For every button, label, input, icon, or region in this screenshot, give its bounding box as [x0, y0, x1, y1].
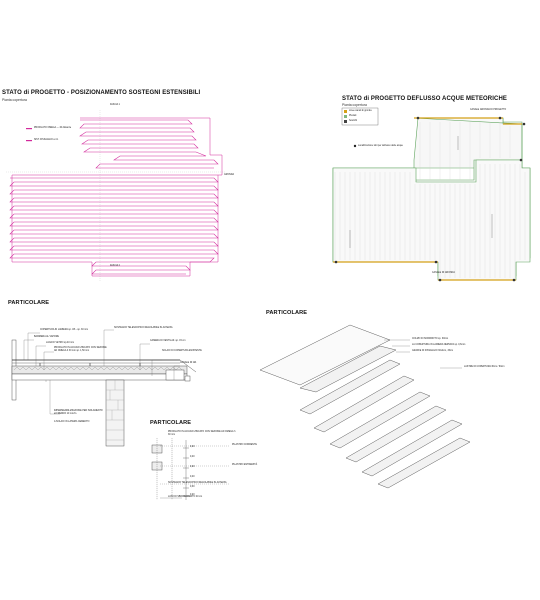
drainage-plan [333, 108, 530, 281]
supports-legend-omega: PROFILATO OMEGA — 40 distanze [34, 127, 72, 129]
supports-plan-subtitle: Pianta copertura [2, 98, 27, 102]
iso-note-2: GRAFFE DI FISSAGGIO 30x4cm, 33cm [412, 350, 454, 352]
drainage-note-gutter-project: CANALE GRONDA DI PROGETTO [470, 109, 507, 111]
drainage-note-gutter: CANALE DI GRONDA [432, 272, 455, 274]
section-note-1: BARRIERA AL VAPORE [34, 336, 59, 338]
section-note-0: COPERTURA IN LAMIERA sp. 4/6 - sp. 30 mm [40, 329, 89, 331]
supports-note-fascia1: FASCIA 1 [110, 104, 120, 106]
plan-note-3: SOSTEGNO TELESCOPICO REGOLABILE IN ALTEZZA [168, 482, 227, 484]
supports-note-gronda: GRONDA [224, 174, 235, 176]
section-note-4: SOSTEGNO TELESCOPICO REGOLABILE IN ALTEZZA [114, 327, 173, 329]
supports-legend-fixing: SIST. FISSAGGIO a ml. [34, 139, 59, 141]
roof-layers [12, 360, 187, 380]
drainage-plan-title: STATO di PROGETTO DEFLUSSO ACQUE METEORICHE [342, 96, 507, 102]
plan-dim-1: 0,40 [190, 456, 195, 458]
drainage-legend-drains: Scarichi [349, 120, 358, 122]
section-note-2: LANA DI VETRO sp.40 mm [46, 342, 75, 344]
section-detail-title: PARTICOLARE [8, 300, 50, 306]
plan-dim-2: 0,20 [190, 466, 195, 468]
section-note-9: A SOLAIO IN LATERO-CEMENTO [54, 421, 90, 423]
plan-note-2: PILASTRO ESTREMITÀ [232, 464, 258, 466]
plan-detail-title: PARTICOLARE [150, 420, 192, 426]
plan-leaders [160, 446, 230, 498]
drainage-legend-gutters: Linee canali di gronda [349, 110, 372, 112]
plan-dim-0: 0,20 [190, 446, 195, 448]
plan-dim-3: 0,40 [190, 476, 195, 478]
supports-plan-title: STATO di PROGETTO - POSIZIONAMENTO SOSTEGNI ESTENSIBILI [2, 90, 201, 96]
section-note-3: PROFILATO IN ACCIAIO ZINCATO CON SEZIONE AD OMEGA h 30 mm sp. 1,50 mm [54, 347, 107, 352]
iso-note-1: LA COPERTURA IN LAMIERA NERVATA sp. 0,6mm [412, 344, 466, 346]
plan-note-1: PILASTRO CORRENTE [232, 444, 257, 446]
omega-profiles-upper [80, 120, 218, 168]
supports-plan [6, 110, 226, 282]
section-note-5: CAMERA DI VENTILAZ. sp. 15 cm [150, 340, 186, 342]
drainage-plan-subtitle: Pianta copertura [342, 103, 367, 107]
plan-dim-5: 0,20 [190, 494, 195, 496]
drainage-legend-pipes: Pluviali [349, 115, 357, 117]
section-note-6: SOLAIO DI COPERTURA ESISTENTE [162, 350, 202, 352]
supports-note-fascia2: FASCIA 2 [110, 265, 120, 267]
plan-dim-4: 0,30 [190, 486, 195, 488]
iso-note-0: COLMO DI SORMONTO sp. 30mm [412, 338, 449, 340]
section-note-7: CANALE DI GR. [180, 362, 197, 364]
section-note-8: IMPERMEABILIZZAZIONE PER ISOLAMENTO al FREDDO 10 mm/m. [54, 410, 103, 415]
plan-note-0: PROFILATO IN ACCIAIO ZINCATO CON SEZIONE AD OMEGA h 30 mm [168, 431, 236, 436]
drainage-note-pipes: Localizzazione tubi per deflusso delle acque [358, 145, 403, 147]
iso-note-3: LASTRE DI COPERTURA 30cm / 60cm [464, 366, 505, 368]
telescopic-supports [40, 363, 140, 366]
omega-profiles-lower [10, 178, 218, 274]
iso-detail-title: PARTICOLARE [266, 310, 308, 316]
plan-note-4: LATO DI SBORDAMENTO 40 cm [168, 496, 203, 498]
